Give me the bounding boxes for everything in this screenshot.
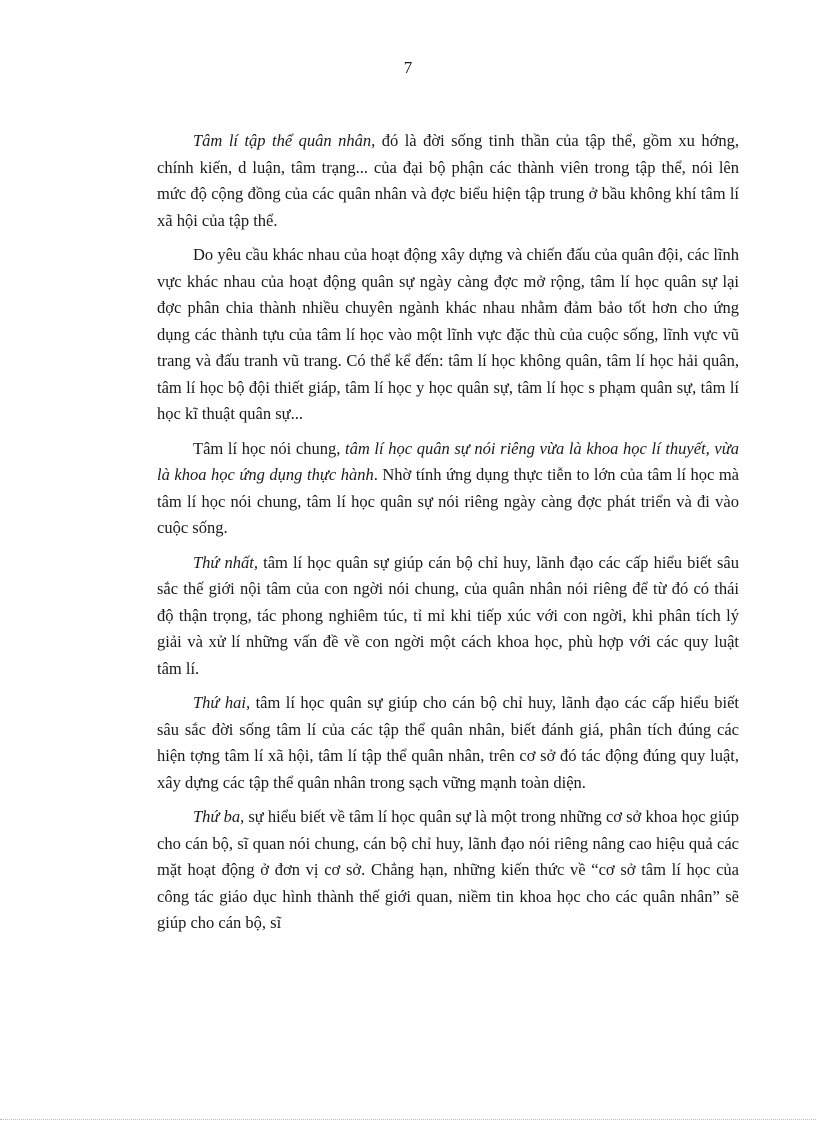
paragraph-tap-the [157,128,739,234]
paragraph-italic: tâm lí học quân sự nói riêng vừa là khoa học lí thuyết, vừa là khoa học ứng dụng thực hành [157,438,740,484]
paragraph-text: Tâm lí học nói chung, [193,438,346,458]
paragraph-lead: Thứ hai, [193,693,251,712]
paragraph-text: Do yêu cầu khác nhau của hoạt động xây dựng và chiến đấu của quân đội, các lĩnh vực khác nhau của hoạt động quân sự ngày càng đợc mở rộng, tâm lí học quân sự lại đợc phân chia thành nhiều chuyên ngành khác nhau nhằm đảm bảo tốt hơn cho ứng dụng các thành tựu của tâm lí học vào một lĩnh vực đặc thù của cuộc sống, lĩnh vực vũ trang và đấu tranh vũ trang. Có thể kể đến: tâm lí học không quân, tâm lí học hải quân, tâm lí học bộ đội thiết giáp, tâm lí học y học quân sự, tâm lí học s phạm quân sự, tâm lí học kĩ thuật quân sự... [157,245,739,423]
paragraph-lead: Thứ nhất, [193,552,258,572]
paragraph-thu-ba [157,804,739,937]
paragraph-chuyen-nganh [157,242,739,428]
body-text [157,128,739,945]
paragraph-text: đó là đời sống tinh thần của tập thể, gồm xu hớng, chính kiến, d luận, tâm trạng... của đại bộ phận các thành viên trong tập thể, nói lên mức độ cộng đồng của các quân nhân và đợc biểu hiện tập trung ở bầu không khí tâm lí xã hội của tập thể. [157,131,739,230]
paragraph-tail: . Nhờ tính ứng dụng thực tiễn to lớn của tâm lí học mà tâm lí học nói chung, tâm lí học quân sự nói riêng ngày càng đợc phát triển và đi vào cuộc sống. [157,465,740,537]
paragraph-thu-nhat [157,550,739,683]
paragraph-lead: Tâm lí tập thể quân nhân, [193,131,376,150]
page-number: 7 [403,58,413,77]
paragraph-thu-hai [157,690,739,796]
paragraph-ung-dung [157,436,739,542]
paragraph-text: sự hiểu biết về tâm lí học quân sự là một trong những cơ sở khoa học giúp cho cán bộ, sĩ quan nói chung, cán bộ chỉ huy, lãnh đạo nói riêng nâng cao hiệu quả các mặt hoạt động ở đơn vị cơ sở. Chẳng hạn, những kiến thức về “cơ sở tâm lí học của công tác giáo dục hình thành thế giới quan, niềm tin khoa học cho các quân nhân” sẽ giúp cho cán bộ, sĩ [157,807,739,932]
paragraph-lead: Thứ ba, [193,807,245,826]
page-bottom-divider [0,1119,816,1120]
paragraph-text: tâm lí học quân sự giúp cán bộ chỉ huy, lãnh đạo các cấp hiểu biết sâu sắc thế giới nội tâm của con ngời nói chung, của quân nhân nói riêng để từ đó có thái độ thận trọng, tác phong nghiêm túc, tỉ mỉ khi tiếp xúc với con ngời, khi phân tích lý giải và xử lí những vấn đề về con ngời một cách khoa học, phù hợp với các quy luật tâm lí. [157,552,739,678]
paragraph-text: tâm lí học quân sự giúp cho cán bộ chỉ huy, lãnh đạo các cấp hiểu biết sâu sắc đời sống tâm lí của các tập thể quân nhân, biết đánh giá, phân tích đúng các hiện tợng tâm lí xã hội, tâm lí tập thể quân nhân, trên cơ sở đó tác động đúng quy luật, xây dựng các tập thể quân nhân trong sạch vững mạnh toàn diện. [157,693,739,792]
